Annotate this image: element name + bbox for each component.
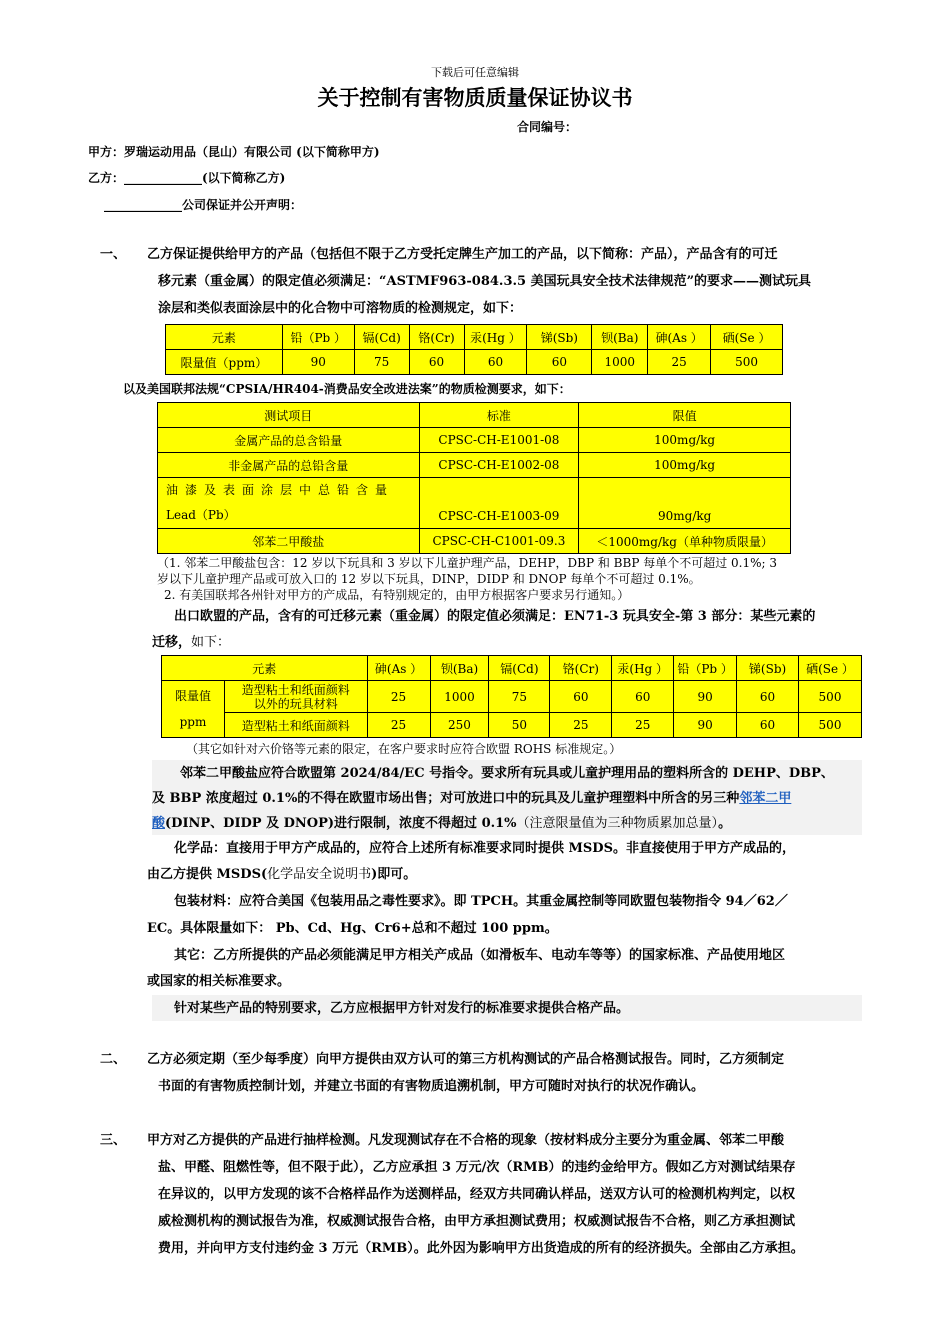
- cell-line: Lead（Pb）: [166, 508, 236, 522]
- table-cell: 500: [711, 350, 783, 375]
- phthalate-line3-note: （注意限量值为三种物质累加总量）: [516, 816, 719, 831]
- chemical-line2: [147, 861, 867, 888]
- table-cell: CPSC-CH-E1003-09: [419, 478, 579, 529]
- phthalate-line3-text: (DINP、DIDP 及 DNOP)进行限制，浓度不得超过 0.1%: [165, 816, 517, 831]
- cell-line: ppm: [179, 715, 207, 729]
- section3-line5: 费用，并向甲方支付违约金 3 万元（RMB）。此外因为影响甲方出货造成的所有的经济损失。全部由乙方承担。: [158, 1241, 804, 1256]
- party-a: 甲方：罗瑞运动用品（昆山）有限公司 (以下简称甲方): [88, 145, 380, 159]
- table-cell: 100mg/kg: [579, 428, 791, 453]
- other-line2: 或国家的相关标准要求。: [147, 974, 291, 989]
- table-cell: CPSC-CH-E1001-08: [419, 428, 579, 453]
- table-cell: 硒(Se ）: [711, 325, 783, 350]
- eu-line1: 出口欧盟的产品，含有的可迁移元素（重金属）的限定值必须满足：EN71-3 玩具安全-第 3 部分：某些元素的: [174, 609, 816, 624]
- phthalate-line3-end: 。: [718, 816, 732, 831]
- table-cell: 25: [367, 713, 430, 738]
- section3-number: 三、: [100, 1133, 127, 1148]
- table-cell: 100mg/kg: [579, 453, 791, 478]
- table-cell: 金属产品的总含铅量: [158, 428, 420, 453]
- table-cell: 限量值（ppm）: [166, 350, 283, 375]
- table-cell: 砷(As ）: [367, 656, 430, 681]
- table-cell: 造型粘土和纸面颜料: [224, 713, 367, 738]
- table-cell: 铅（Pb ）: [282, 325, 354, 350]
- table-row: [158, 478, 791, 529]
- note-1b: 岁以下儿童护理产品或可放入口的 12 岁以下玩具，DINP，DIDP 和 DNOP 每单个不可超过 0.1%。: [157, 572, 701, 586]
- phthalate-line2-text: 及 BBP 浓度超过 0.1%的不得在欧盟市场出售；对可放进口中的玩具及儿童护理塑料中所含的另三种: [152, 791, 740, 806]
- table-cell: 元素: [162, 656, 368, 681]
- table-cell: 1000: [430, 681, 489, 713]
- other-line3: 针对某些产品的特别要求，乙方应根据甲方针对发行的标准要求提供合格产品。: [174, 1001, 630, 1016]
- section3-line3: 在异议的，以甲方发现的该不合格样品作为送测样品，经双方共同确认样品，送双方认可的检测机构判定，以权: [158, 1187, 796, 1202]
- rohs-note: （其它如针对六价铬等元素的限定，在客户要求时应符合欧盟 ROHS 标准规定。）: [186, 742, 622, 756]
- cell-line: 油漆及表面涂层中总铅含量: [166, 483, 395, 497]
- packaging-line1: 包装材料：应符合美国《包装用品之毒性要求》。即 TPCH。其重金属控制等同欧盟包装物指令 94／62／: [174, 894, 788, 909]
- phthalate-line1: 邻苯二甲酸盐应符合欧盟第 2024/84/EC 号指令。要求所有玩具或儿童护理用品的塑料所含的 DEHP、DBP、: [180, 766, 834, 781]
- table-cell: 铬(Cr): [409, 325, 464, 350]
- table-cell: 25: [612, 713, 674, 738]
- cpsia-intro: 以及美国联邦法规“CPSIA/HR404-消费品安全改进法案”的物质检测要求，如下：: [123, 382, 571, 396]
- table-cell: ＜1000mg/kg（单种物质限量）: [579, 529, 791, 554]
- en71-limit-table: [161, 655, 862, 738]
- eu-line2-normal: 如下：: [191, 635, 231, 650]
- table-cell: 60: [464, 350, 527, 375]
- table-cell: 60: [737, 713, 799, 738]
- table-cell: 标准: [419, 403, 579, 428]
- cell-line: 造型粘土和纸面颜料: [241, 682, 350, 697]
- table-cell: 500: [799, 713, 862, 738]
- table-cell: 90mg/kg: [579, 478, 791, 529]
- table-cell: 汞(Hg ）: [612, 656, 674, 681]
- table-cell: 90: [674, 681, 737, 713]
- table-cell: [162, 681, 225, 738]
- table-header-row: [162, 656, 862, 681]
- table-cell: 50: [489, 713, 550, 738]
- table-cell: 60: [550, 681, 612, 713]
- table-cell: 铅（Pb ）: [674, 656, 737, 681]
- phthalate-line3: [152, 810, 867, 837]
- section1-line1: 乙方保证提供给甲方的产品（包括但不限于乙方受托定牌生产加工的产品，以下简称：产品），产品含有的可迁: [147, 247, 778, 262]
- top-note: 下载后可任意编辑: [431, 66, 519, 79]
- table-cell: 60: [612, 681, 674, 713]
- eu-line2: [152, 629, 230, 656]
- table-row: [166, 350, 783, 375]
- phthalate-line2: [152, 785, 867, 812]
- table-cell: 25: [550, 713, 612, 738]
- table-row: [162, 713, 862, 738]
- section3-line4: 威检测机构的测试报告为准，权威测试报告合格，由甲方承担测试费用；权威测试报告不合格，则乙方承担测试: [158, 1214, 796, 1229]
- phthalate-link-continued[interactable]: 酸: [152, 816, 166, 831]
- section1-number: 一、: [100, 247, 127, 262]
- table-row: [162, 681, 862, 713]
- table-cell: CPSC-CH-E1002-08: [419, 453, 579, 478]
- table-cell: 硒(Se ）: [799, 656, 862, 681]
- table-cell: 250: [430, 713, 489, 738]
- table-cell: 测试项目: [158, 403, 420, 428]
- section1-line3: 涂层和类似表面涂层中的化合物中可溶物质的检测规定，如下：: [158, 301, 523, 316]
- section3-line1: 甲方对乙方提供的产品进行抽样检测。凡发现测试存在不合格的现象（按材料成分主要分为重金属、邻苯二甲酸: [147, 1133, 785, 1148]
- table-cell: 60: [409, 350, 464, 375]
- table-cell: 镉(Cd): [489, 656, 550, 681]
- table-row: [158, 529, 791, 554]
- section3-line2: 盐、甲醛、阻燃性等，但不限于此），乙方应承担 3 万元/次（RMB）的违约金给甲方。假如乙方对测试结果存: [158, 1160, 796, 1175]
- table-cell: 60: [527, 350, 592, 375]
- table-cell: 非金属产品的总铅含量: [158, 453, 420, 478]
- table-cell: 铬(Cr): [550, 656, 612, 681]
- table-cell: 25: [648, 350, 711, 375]
- chemical-line2-b: 化学品安全说明书: [267, 867, 372, 882]
- section1-line2: 移元素（重金属）的限定值必须满足：“ASTMF963-084.3.5 美国玩具安全技术法律规范”的要求——测试玩具: [158, 274, 812, 289]
- party-b: 乙方：_____________(以下简称乙方): [88, 171, 286, 185]
- table-cell: 钡(Ba): [592, 325, 648, 350]
- table-header-row: [166, 325, 783, 350]
- table-cell: 锑(Sb): [527, 325, 592, 350]
- section2-line2: 书面的有害物质控制计划，并建立书面的有害物质追溯机制，甲方可随时对执行的状况作确认。: [158, 1079, 705, 1094]
- table-cell: 75: [354, 350, 409, 375]
- table-cell: 限值: [579, 403, 791, 428]
- note-1a: （1. 邻苯二甲酸盐包含：12 岁以下玩具和 3 岁以下儿童护理产品，DEHP，DBP 和 BBP 每单个不可超过 0.1%; 3: [157, 556, 777, 570]
- astm-limit-table: [165, 324, 783, 375]
- table-row: [158, 453, 791, 478]
- table-cell: 90: [674, 713, 737, 738]
- eu-line2-bold: 迁移，: [152, 635, 192, 650]
- table-cell: 60: [737, 681, 799, 713]
- table-cell: 25: [367, 681, 430, 713]
- table-cell: 500: [799, 681, 862, 713]
- chemical-line2-a: 由乙方提供 MSDS(: [147, 867, 268, 882]
- table-cell: 锑(Sb): [737, 656, 799, 681]
- table-cell: 邻苯二甲酸盐: [158, 529, 420, 554]
- table-cell: 元素: [166, 325, 283, 350]
- table-cell: 镉(Cd): [354, 325, 409, 350]
- table-cell: [158, 478, 420, 529]
- note-2: 2. 有美国联邦各州针对甲方的产成品，有特别规定的，由甲方根据客户要求另行通知。）: [164, 588, 630, 602]
- table-cell: 砷(As ）: [648, 325, 711, 350]
- phthalate-link[interactable]: 邻苯二甲: [739, 791, 792, 806]
- other-line1: 其它：乙方所提供的产品必须能满足甲方相关产成品（如滑板车、电动车等等）的国家标准、产品使用地区: [174, 948, 786, 963]
- packaging-line2: EC。具体限量如下： Pb、Cd、Hg、Cr6+总和不超过 100 ppm。: [147, 921, 558, 936]
- contract-number-label: 合同编号：: [517, 120, 578, 134]
- table-header-row: [158, 403, 791, 428]
- table-row: [158, 428, 791, 453]
- cell-line: 限量值: [174, 689, 211, 703]
- cpsia-limit-table: [157, 402, 791, 554]
- declaration: _____________公司保证并公开声明：: [104, 198, 303, 212]
- table-cell: 75: [489, 681, 550, 713]
- chemical-line1: 化学品：直接用于甲方产成品的，应符合上述所有标准要求同时提供 MSDS。非直接使用于甲方产成品的，: [174, 841, 795, 856]
- table-cell: 1000: [592, 350, 648, 375]
- chemical-line2-c: )即可。: [371, 867, 417, 882]
- cell-line: 以外的玩具材料: [253, 696, 338, 711]
- table-cell: 钡(Ba): [430, 656, 489, 681]
- section2-number: 二、: [100, 1052, 127, 1067]
- document-title: 关于控制有害物质质量保证协议书: [317, 85, 633, 110]
- table-cell: [224, 681, 367, 713]
- table-cell: 汞(Hg ）: [464, 325, 527, 350]
- table-cell: CPSC-CH-C1001-09.3: [419, 529, 579, 554]
- table-cell: 90: [282, 350, 354, 375]
- section2-line1: 乙方必须定期（至少每季度）向甲方提供由双方认可的第三方机构测试的产品合格测试报告。同时，乙方须制定: [147, 1052, 785, 1067]
